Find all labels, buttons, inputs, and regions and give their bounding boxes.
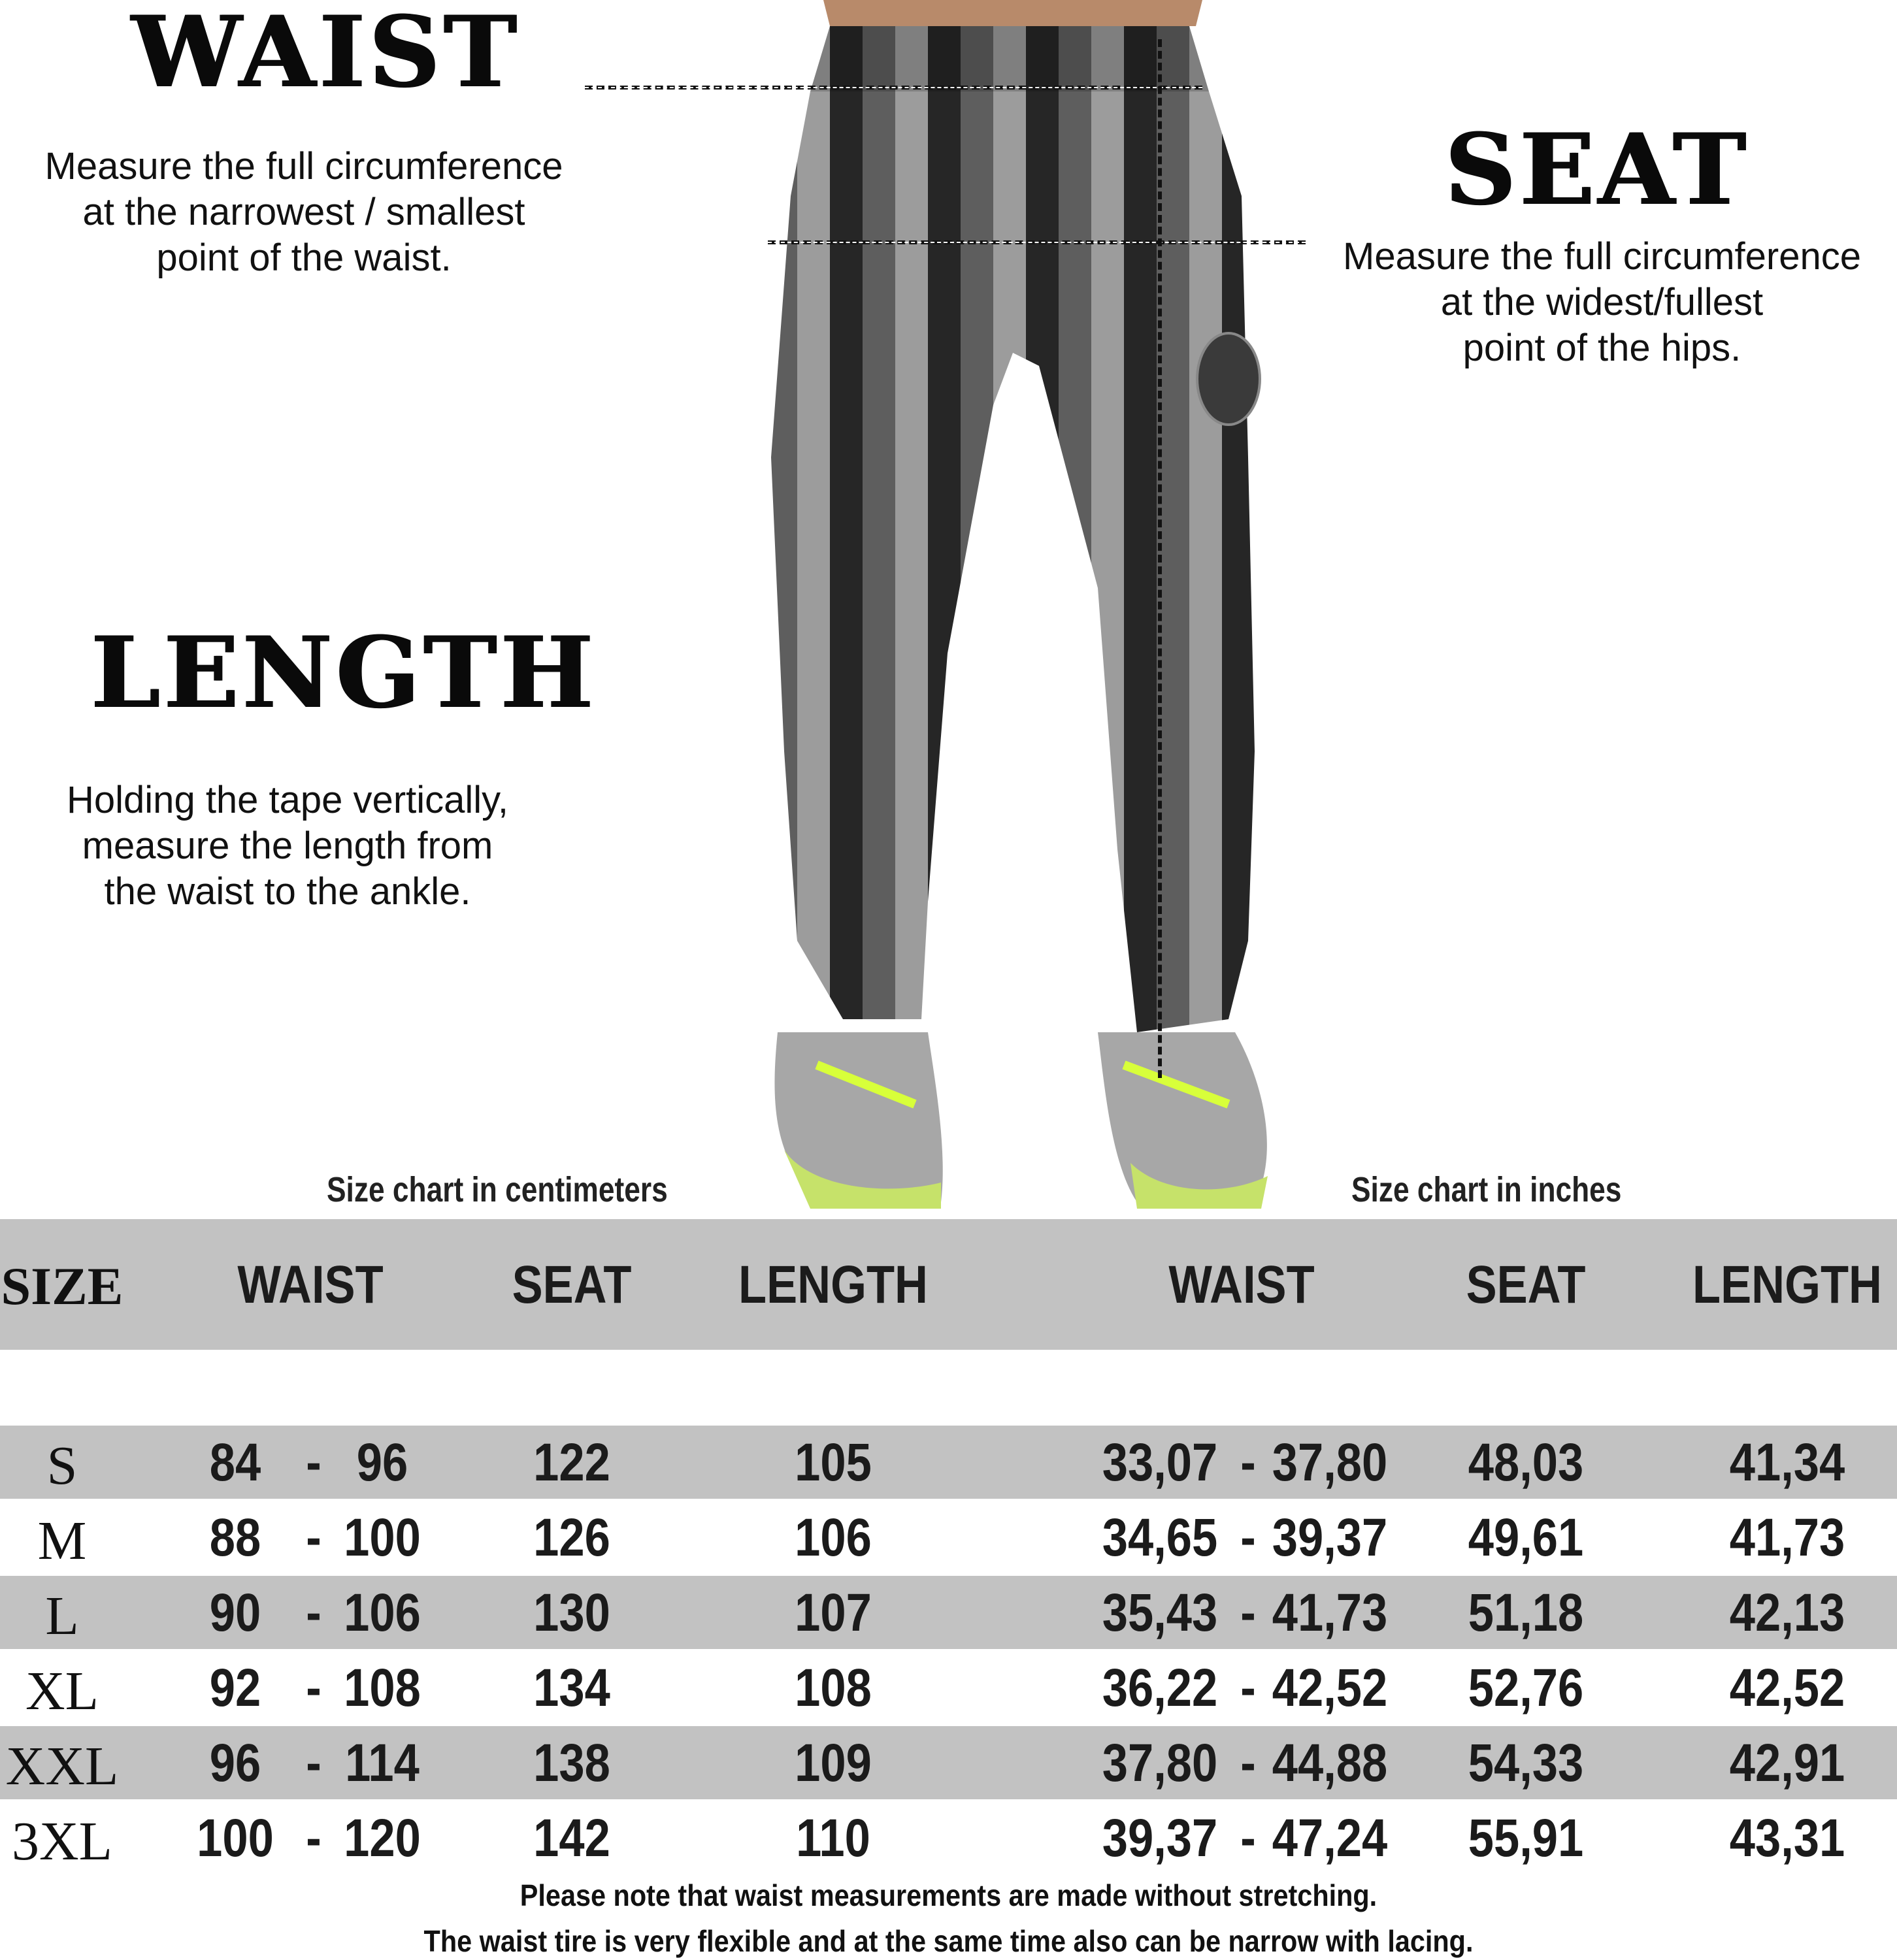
cell-range-separator: - (306, 1733, 322, 1793)
row-band-xxl (0, 1726, 1897, 1799)
cell-in-length: 41,73 (1729, 1508, 1845, 1567)
cell-cm-seat: 134 (533, 1658, 610, 1718)
cell-in-seat: 54,33 (1468, 1733, 1584, 1793)
cell-range-separator: - (1240, 1808, 1256, 1868)
seat-desc-line: at the widest/fullest (1440, 281, 1764, 323)
cell-in-waist-min: 33,07 (1102, 1433, 1218, 1492)
cell-range-separator: - (1240, 1583, 1256, 1642)
cell-cm-waist-min: 90 (209, 1583, 261, 1642)
header-in-seat: SEAT (1466, 1255, 1586, 1315)
waist-measure-line (585, 86, 1202, 90)
cell-cm-length: 108 (795, 1658, 872, 1718)
cell-in-waist-max: 37,80 (1272, 1433, 1388, 1492)
cell-size: M (37, 1511, 87, 1571)
seat-description (1307, 234, 1897, 371)
cell-size: XXL (5, 1736, 119, 1797)
cell-cm-waist-min: 100 (197, 1808, 274, 1868)
cell-range-separator: - (306, 1583, 322, 1642)
length-desc-line: measure the length from (82, 825, 493, 867)
cell-cm-waist-min: 84 (209, 1433, 261, 1492)
cell-cm-waist-max: 114 (345, 1733, 420, 1793)
cell-size: S (46, 1435, 78, 1496)
footnote-stretching: Please note that waist measurements are made without stretching. (520, 1878, 1377, 1912)
length-description (0, 777, 575, 915)
cell-in-waist-max: 42,52 (1272, 1658, 1388, 1718)
length-measure-line (1158, 39, 1162, 1078)
seat-desc-line: Measure the full circumference (1343, 235, 1861, 278)
cell-in-waist-min: 35,43 (1102, 1583, 1218, 1642)
cell-cm-waist-min: 88 (209, 1508, 261, 1567)
length-title: LENGTH (90, 615, 597, 730)
cell-cm-seat: 122 (533, 1433, 610, 1492)
striped-pants-icon (732, 0, 1294, 1222)
cell-range-separator: - (306, 1433, 322, 1492)
cell-in-length: 41,34 (1729, 1433, 1845, 1492)
cell-in-waist-max: 44,88 (1272, 1733, 1388, 1793)
cell-in-waist-max: 39,37 (1272, 1508, 1388, 1567)
header-cm-waist: WAIST (237, 1255, 384, 1315)
seat-title: SEAT (1444, 112, 1749, 227)
caption-centimeters: Size chart in centimeters (327, 1170, 668, 1209)
seat-measure-line (768, 240, 1306, 244)
cell-range-separator: - (1240, 1733, 1256, 1793)
cell-size: 3XL (12, 1811, 112, 1872)
cell-cm-seat: 142 (533, 1808, 610, 1868)
cell-cm-length: 107 (795, 1583, 872, 1642)
cell-cm-waist-max: 96 (356, 1433, 408, 1492)
waist-title: WAIST (131, 0, 520, 110)
cell-cm-seat: 130 (533, 1583, 610, 1642)
cell-range-separator: - (1240, 1433, 1256, 1492)
cell-in-length: 42,91 (1729, 1733, 1845, 1793)
cell-cm-waist-max: 108 (344, 1658, 421, 1718)
cell-cm-length: 105 (795, 1433, 872, 1492)
waist-desc-line: at the narrowest / smallest (82, 191, 525, 233)
cell-cm-waist-max: 106 (344, 1583, 421, 1642)
cell-in-waist-min: 36,22 (1102, 1658, 1218, 1718)
cell-range-separator: - (306, 1508, 322, 1567)
cell-in-seat: 48,03 (1468, 1433, 1584, 1492)
caption-inches: Size chart in inches (1351, 1170, 1622, 1209)
cell-cm-waist-max: 120 (344, 1808, 421, 1868)
cell-in-seat: 49,61 (1468, 1508, 1584, 1567)
seat-desc-line: point of the hips. (1462, 327, 1741, 369)
cell-cm-waist-min: 92 (209, 1658, 261, 1718)
header-cm-seat: SEAT (512, 1255, 632, 1315)
cell-cm-length: 106 (795, 1508, 872, 1567)
cell-range-separator: - (306, 1658, 322, 1718)
length-desc-line: Holding the tape vertically, (67, 779, 508, 821)
cell-cm-waist-min: 96 (209, 1733, 261, 1793)
cell-cm-seat: 126 (533, 1508, 610, 1567)
cell-size: XL (25, 1661, 99, 1722)
cell-cm-seat: 138 (533, 1733, 610, 1793)
cell-cm-waist-max: 100 (344, 1508, 421, 1567)
cell-in-waist-min: 34,65 (1102, 1508, 1218, 1567)
header-size: SIZE (1, 1256, 124, 1316)
cell-in-waist-max: 41,73 (1272, 1583, 1388, 1642)
cell-in-length: 42,13 (1729, 1583, 1845, 1642)
cell-in-length: 42,52 (1729, 1658, 1845, 1718)
length-desc-line: the waist to the ankle. (104, 870, 471, 913)
waist-desc-line: point of the waist. (156, 237, 452, 279)
cell-in-waist-min: 37,80 (1102, 1733, 1218, 1793)
header-in-waist: WAIST (1168, 1255, 1315, 1315)
cell-range-separator: - (1240, 1508, 1256, 1567)
cell-range-separator: - (1240, 1658, 1256, 1718)
cell-in-seat: 52,76 (1468, 1658, 1584, 1718)
cell-in-seat: 51,18 (1468, 1583, 1584, 1642)
cell-cm-length: 110 (796, 1808, 870, 1868)
footnote-lacing: The waist tire is very flexible and at the same time also can be narrow with lacing. (423, 1924, 1474, 1958)
waist-desc-line: Measure the full circumference (44, 145, 563, 188)
row-band-s (0, 1426, 1897, 1499)
header-in-length: LENGTH (1692, 1255, 1882, 1315)
waist-description (0, 144, 608, 281)
row-band-l (0, 1576, 1897, 1649)
cell-cm-length: 109 (795, 1733, 872, 1793)
cell-in-length: 43,31 (1729, 1808, 1845, 1868)
cell-in-waist-max: 47,24 (1272, 1808, 1388, 1868)
cell-in-seat: 55,91 (1468, 1808, 1584, 1868)
header-cm-length: LENGTH (738, 1255, 928, 1315)
cell-size: L (45, 1586, 79, 1646)
cell-range-separator: - (306, 1808, 322, 1868)
cell-in-waist-min: 39,37 (1102, 1808, 1218, 1868)
